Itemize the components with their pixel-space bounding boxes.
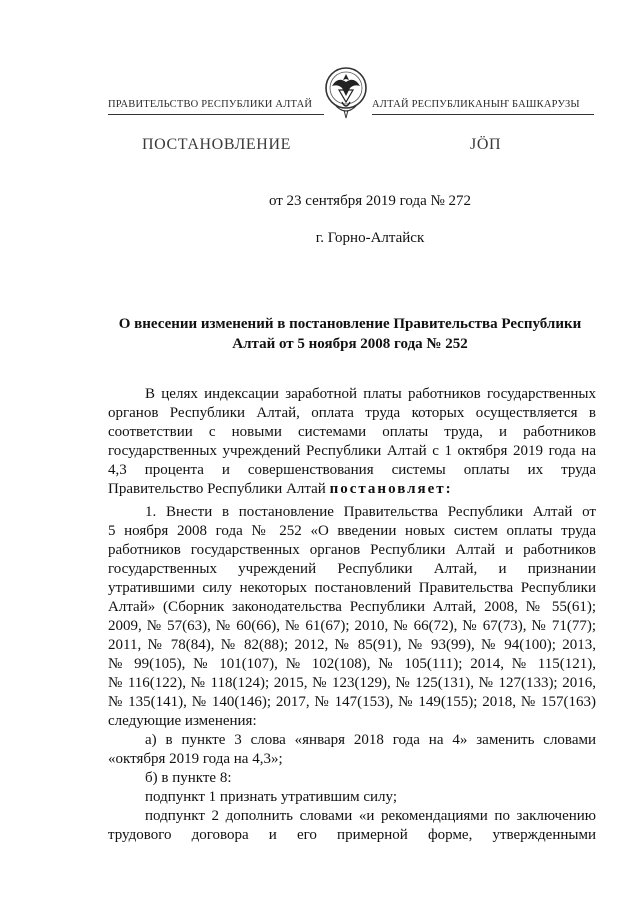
sub-item-a-line: а) в пункте 3 слова «января 2018 года на 4» заменить словами <box>145 732 596 748</box>
item-1-line: № 135(141), № 140(146); 2017, № 147(153), № 149(155); 2018, № 157(163) <box>108 694 596 710</box>
item-1-line: утратившими силу некоторых постановлений Правительства Республики <box>108 580 596 596</box>
document-type-altai: JӦП <box>470 136 502 153</box>
subpoint-2-line: трудового договора и его примерной форме, утвержденными <box>108 827 596 843</box>
item-1-line: 5 ноября 2008 года № 252 «О введении новых систем оплаты труда <box>108 523 596 539</box>
subpoint-1: подпункт 1 признать утратившим силу; <box>145 789 397 805</box>
preamble-line: соответствии с новыми системами оплаты труда, и работников <box>108 424 596 440</box>
sub-item-b: б) в пункте 8: <box>145 770 232 786</box>
decree-title-line: Алтай от 5 ноября 2008 года № 252 <box>232 336 468 352</box>
item-1-line: № 99(105), № 101(107), № 102(108), № 105(111); 2014, № 115(121), <box>108 656 596 672</box>
item-1-line: № 116(122), № 118(124); 2015, № 123(129), № 125(131), № 127(133); 2016, <box>108 675 596 691</box>
government-name-russian: ПРАВИТЕЛЬСТВО РЕСПУБЛИКИ АЛТАЙ <box>108 98 324 115</box>
preamble-line: 4,3 процента и совершенствования системы оплаты их труда <box>108 462 596 478</box>
sub-item-a-line: «октября 2019 года на 4,3»; <box>108 751 283 767</box>
decree-title-line: О внесении изменений в постановление Правительства Республики <box>118 316 582 332</box>
preamble-line <box>108 480 596 499</box>
decree-city: г. Горно-Алтайск <box>315 230 425 246</box>
decree-word: постановляет: <box>329 481 453 497</box>
item-1-line: следующие изменения: <box>108 713 257 729</box>
government-name-altai: АЛТАЙ РЕСПУБЛИКАНЫҤ БАШКАРУЗЫ <box>372 98 594 115</box>
item-1-line: работников государственных органов Республики Алтай и работников <box>108 542 596 558</box>
preamble-line: органов Республики Алтай, оплата труда которых осуществляется в <box>108 405 596 421</box>
item-1-line: Алтай» (Сборник законодательства Республики Алтай, 2008, № 55(61); <box>108 599 596 615</box>
preamble-paragraph <box>108 385 596 499</box>
item-1-line: 2011, № 78(84), № 82(88); 2012, № 85(91), № 93(99), № 94(100); 2013, <box>108 637 596 653</box>
item-1-line: 1. Внести в постановление Правительства Республики Алтай от <box>145 504 596 520</box>
decree-title <box>115 314 585 354</box>
decree-date-number: от 23 сентября 2019 года № 272 <box>268 193 472 209</box>
preamble-line: государственных учреждений Республики Алтай с 1 октября 2019 года на <box>108 443 596 459</box>
item-1-line: 2009, № 57(63), № 60(66), № 61(67); 2010, № 66(72), № 67(73), № 71(77); <box>108 618 596 634</box>
preamble-line-prefix: Правительство Республики Алтай <box>108 481 330 497</box>
document-type-russian: ПОСТАНОВЛЕНИЕ <box>142 136 291 153</box>
item-1 <box>108 503 596 845</box>
subpoint-2-line: подпункт 2 дополнить словами «и рекомендациями по заключению <box>145 808 596 824</box>
preamble-line: В целях индексации заработной платы работников государственных <box>145 386 596 402</box>
coat-of-arms-icon <box>322 66 370 122</box>
item-1-line: государственных учреждений Республики Алтай, и признании <box>108 561 596 577</box>
